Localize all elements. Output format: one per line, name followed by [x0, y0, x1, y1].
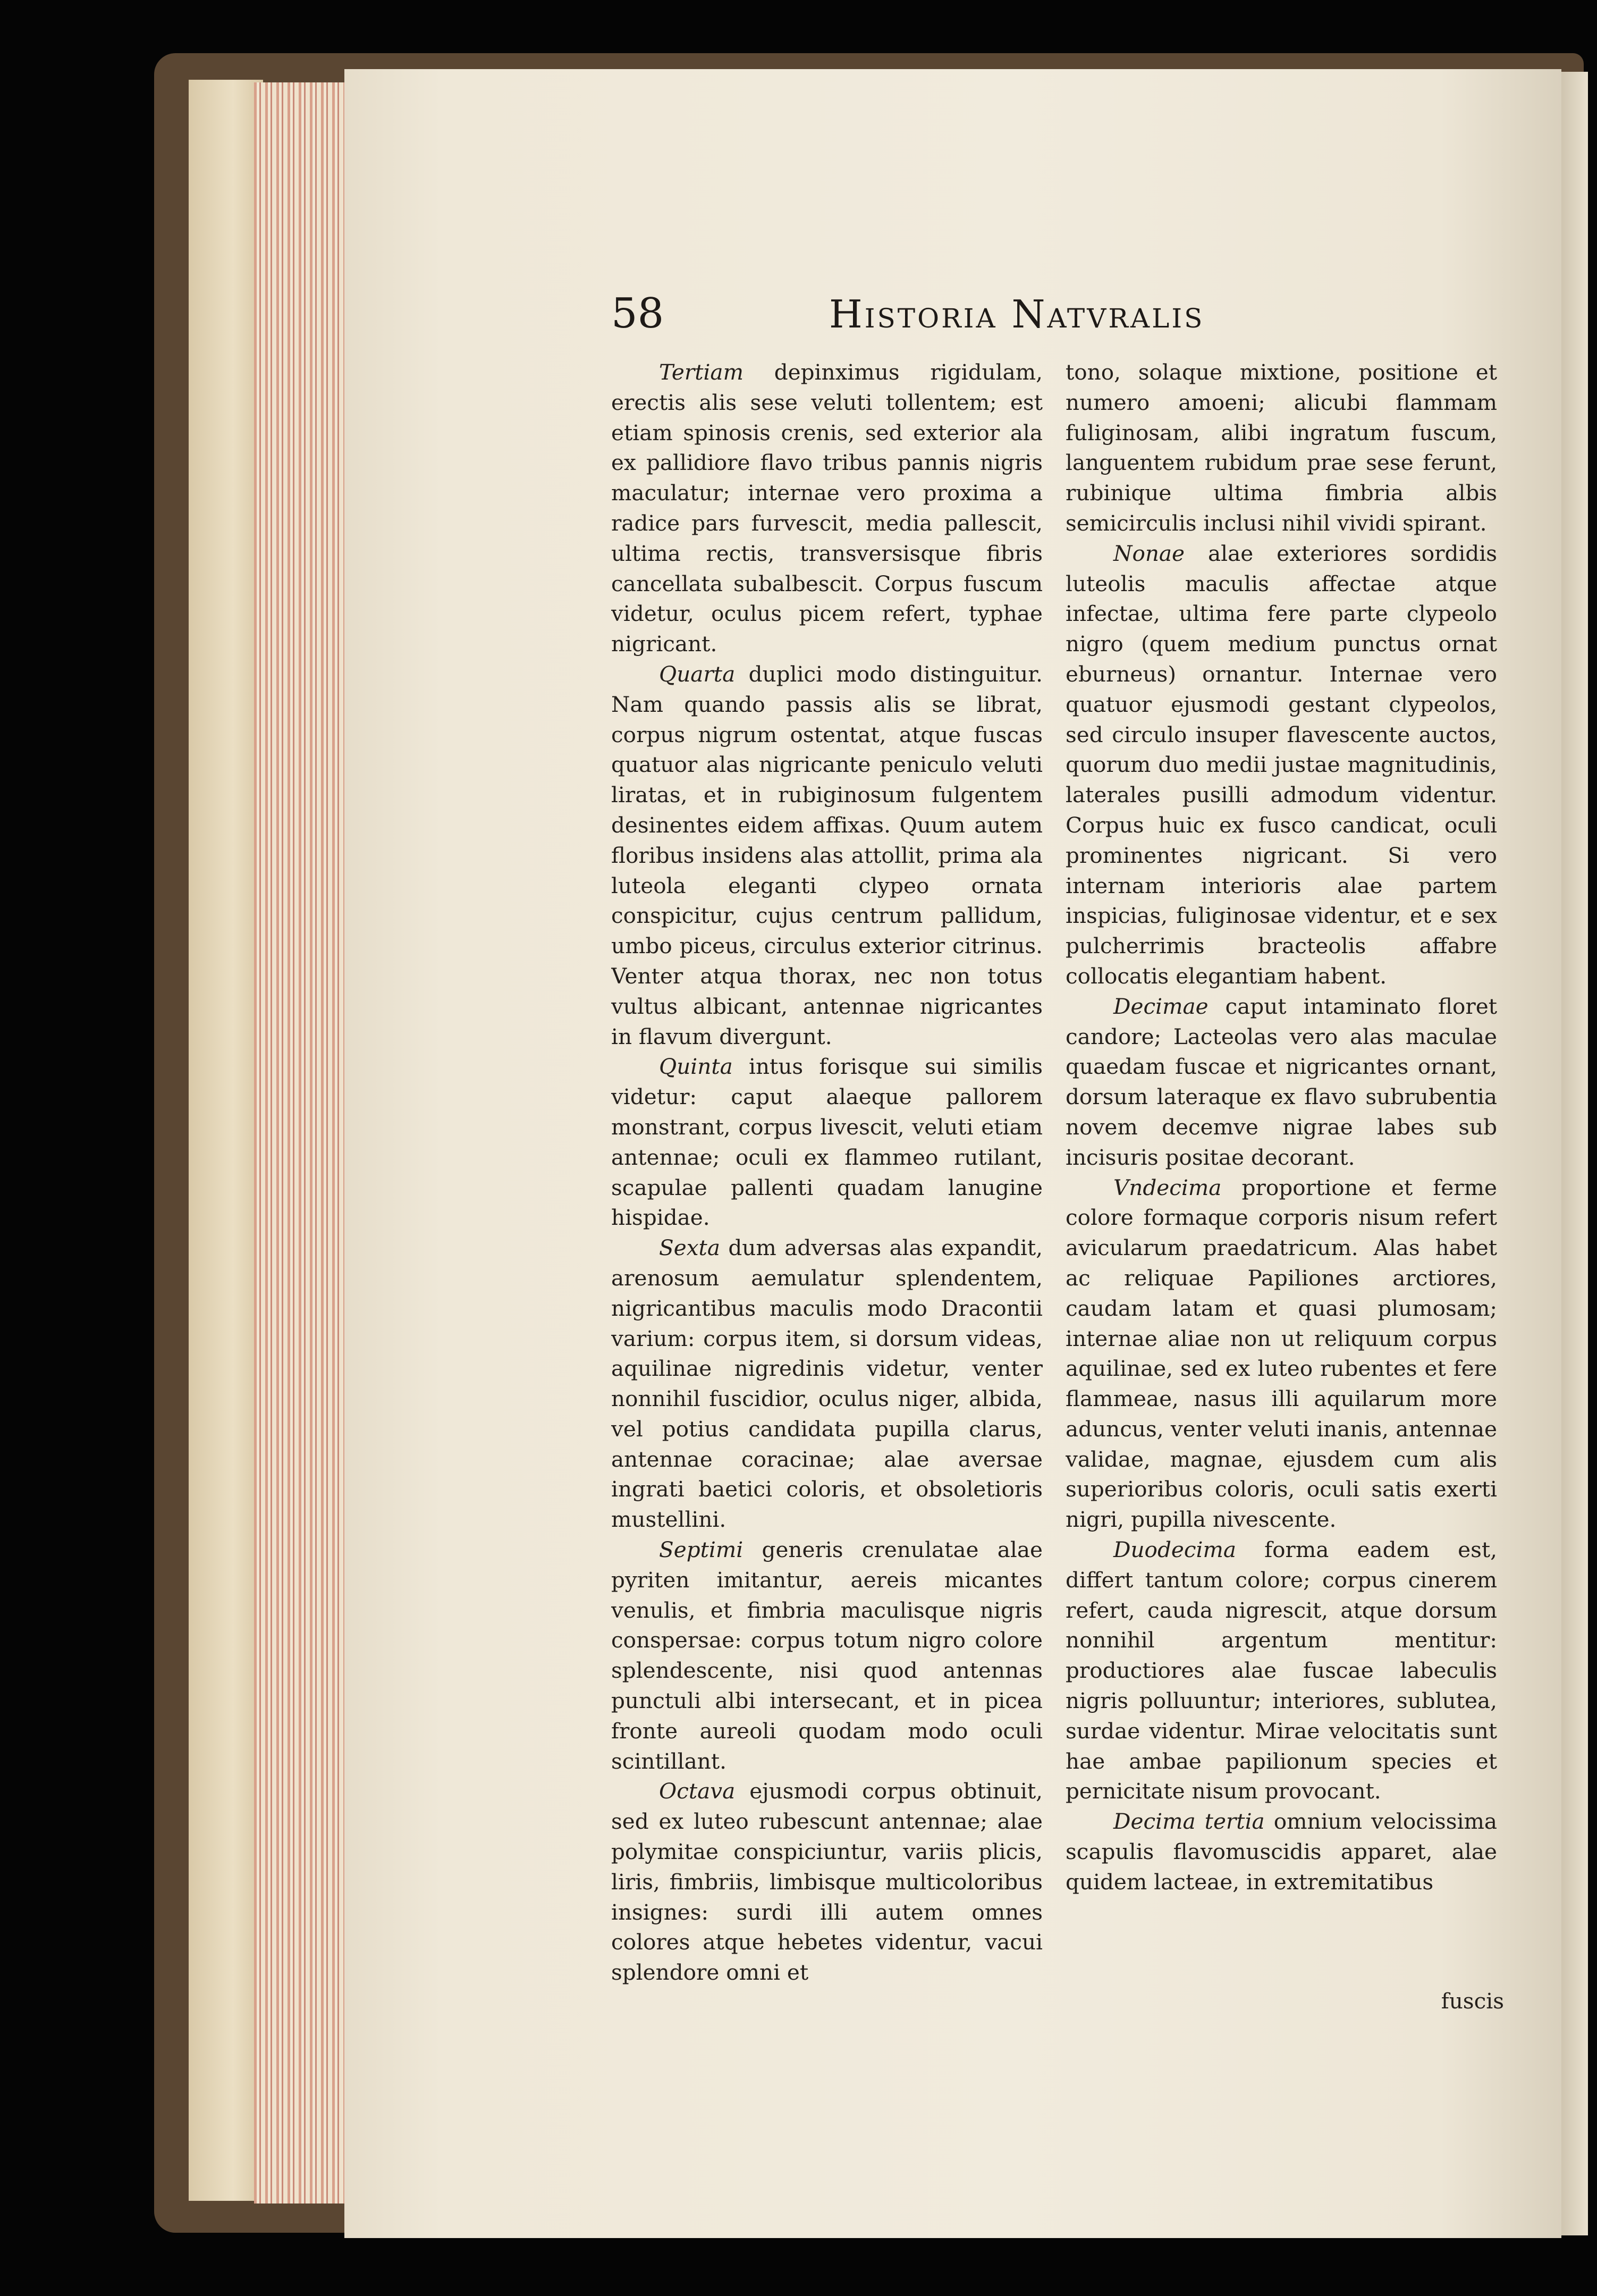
paragraph-lead: Sexta [659, 1235, 720, 1261]
paragraph [611, 1535, 1043, 1776]
running-title: Historia Natvralis [829, 292, 1205, 337]
left-text-column [611, 357, 1043, 2016]
paragraph-text: depinximus rigidulam, erectis alis sese veluti tollentem; est etiam spinosis crenis, sed exterior ala ex pallidiore flavo tribus pannis nigris maculatur; internae vero proxima a radice pars furvescit, media pallescit, ultima rectis, transversisque fibris cancellata subalbescit. Corpus fuscum videtur, oculus picem refert, typhae nigricant. [611, 359, 1043, 657]
paragraph-lead: Quarta [659, 661, 736, 687]
paragraph-lead: Decima tertia [1113, 1809, 1265, 1835]
page-number: 58 [611, 290, 664, 338]
paragraph [611, 1776, 1043, 1988]
paragraph-lead: Octava [659, 1778, 736, 1804]
paragraph [1066, 1535, 1497, 1806]
paragraph [1066, 1173, 1497, 1535]
paragraph [611, 357, 1043, 659]
page-edge-right [1561, 72, 1588, 2235]
paragraph-text: alae exteriores sordidis luteolis maculis affectae atque infectae, ultima fere parte clypeolo nigro (quem medium punctus ornat eburneus) ornantur. Internae vero quatuor ejusmodi gestant clypeolos, sed circulo insuper flavescente auctos, quorum duo medii justae magnitudinis, laterales pusilli admodum videntur. Corpus huic ex fusco candicat, oculi prominentes nigricant. Si vero internam interioris alae partem inspicias, fuliginosae videntur, et e sex pulcherrimis bracteolis affabre collocatis elegantiam habent. [1066, 540, 1497, 989]
paragraph [611, 1233, 1043, 1535]
paragraph [611, 659, 1043, 1052]
paragraph-lead: Septimi [659, 1537, 743, 1563]
right-text-column [1066, 357, 1497, 2016]
paragraph-lead: Quinta [659, 1054, 733, 1080]
paragraph-text: caput intaminato floret candore; Lacteolas vero alas maculae quaedam fuscae et nigricantes ornant, dorsum lateraque ex flavo subrubentia novem decemve nigrae labes sub incisuris positae decorant. [1066, 993, 1497, 1170]
paragraph-text: ejusmodi corpus obtinuit, sed ex luteo rubescunt antennae; alae polymitae conspiciuntur, variis plicis, liris, fimbriis, limbisque multicoloribus insignes: surdi illi autem omnes colores atque hebetes videntur, vacui splendore omni et [611, 1778, 1043, 1986]
paragraph-text: omnium velocissima scapulis flavomuscidis apparet, alae quidem lacteae, in extremitatibus [1066, 1809, 1497, 1895]
paragraph-text: tono, solaque mixtione, positione et numero amoeni; alicubi flammam fuliginosam, alibi ingratum fuscum, languentem rubidum prae sese ferunt, rubinique ultima fimbria albis semicirculis inclusi nihil vividi spirant. [1066, 359, 1497, 536]
paragraph-text: generis crenulatae alae pyriten imitantur, aereis micantes venulis, et fimbria maculisque nigris conspersae: corpus totum nigro colore splendescente, nisi quod antennas punctuli albi intersecant, et in picea fronte aureoli quodam modo oculi scintillant. [611, 1537, 1043, 1774]
catchword: fuscis [1441, 1988, 1504, 2014]
paragraph-text: proportione et ferme colore formaque corporis nisum refert avicularum praedatricum. Alas habet ac reliquae Papiliones arctiores, caudam latam et quasi plumosam; internae aliae non ut reliquum corpus aquilinae, sed ex luteo rubentes et fere flammeae, nasus illi aquilarum more aduncus, venter veluti inanis, antennae validae, magnae, ejusdem cum alis superioribus coloris, oculi satis exerti nigri, pupilla nivescente. [1066, 1174, 1497, 1533]
paragraph [611, 1052, 1043, 1233]
paragraph-text: duplici modo distinguitur. Nam quando passis alis se librat, corpus nigrum ostentat, atque fuscas quatuor alas nigricante peniculo veluti liratas, et in rubiginosum fulgentem desinentes eidem affixas. Quum autem floribus insidens alas attollit, prima ala luteola eleganti clypeo ornata conspicitur, cujus centrum pallidum, umbo piceus, circulus exterior citrinus. Venter atqua thorax, nec non totus vultus albicant, antennae nigricantes in flavum divergunt. [611, 661, 1043, 1049]
page-block-edges [254, 82, 355, 2204]
paragraph-lead: Nonae [1113, 540, 1185, 566]
page-edge-left [189, 80, 263, 2201]
paragraph-lead: Decimae [1113, 993, 1209, 1019]
page-header [611, 290, 1323, 348]
paragraph [1066, 357, 1497, 539]
paragraph-lead: Vndecima [1113, 1174, 1222, 1200]
paragraph [1066, 1806, 1497, 1897]
paragraph-text: forma eadem est, differt tantum colore; corpus cinerem refert, cauda nigrescit, atque dorsum nonnihil argentum mentitur: productiores alae fuscae labeculis nigris polluuntur; interiores, sublutea, surdae videntur. Mirae velocitatis sunt hae ambae papilionum species et pernicitate nisum provocant. [1066, 1537, 1497, 1804]
paragraph-text: dum adversas alas expandit, arenosum aemulatur splendentem, nigricantibus maculis modo Dracontii varium: corpus item, si dorsum videas, aquilinae nigredinis videtur, venter nonnihil fuscidior, oculus niger, albida, vel potius candidata pupilla clarus, antennae coracinae; alae aversae ingrati baetici coloris, et obsoletioris mustellini. [611, 1235, 1043, 1533]
paragraph-lead: Tertiam [659, 359, 743, 385]
paragraph-text: intus forisque sui similis videtur: caput alaeque pallorem monstrant, corpus livescit, veluti etiam antennae; oculi ex flammeo rutilant, scapulae pallenti quadam lanugine hispidae. [611, 1054, 1043, 1231]
paragraph [1066, 991, 1497, 1173]
paragraph [1066, 539, 1497, 991]
paragraph-lead: Duodecima [1113, 1537, 1237, 1563]
